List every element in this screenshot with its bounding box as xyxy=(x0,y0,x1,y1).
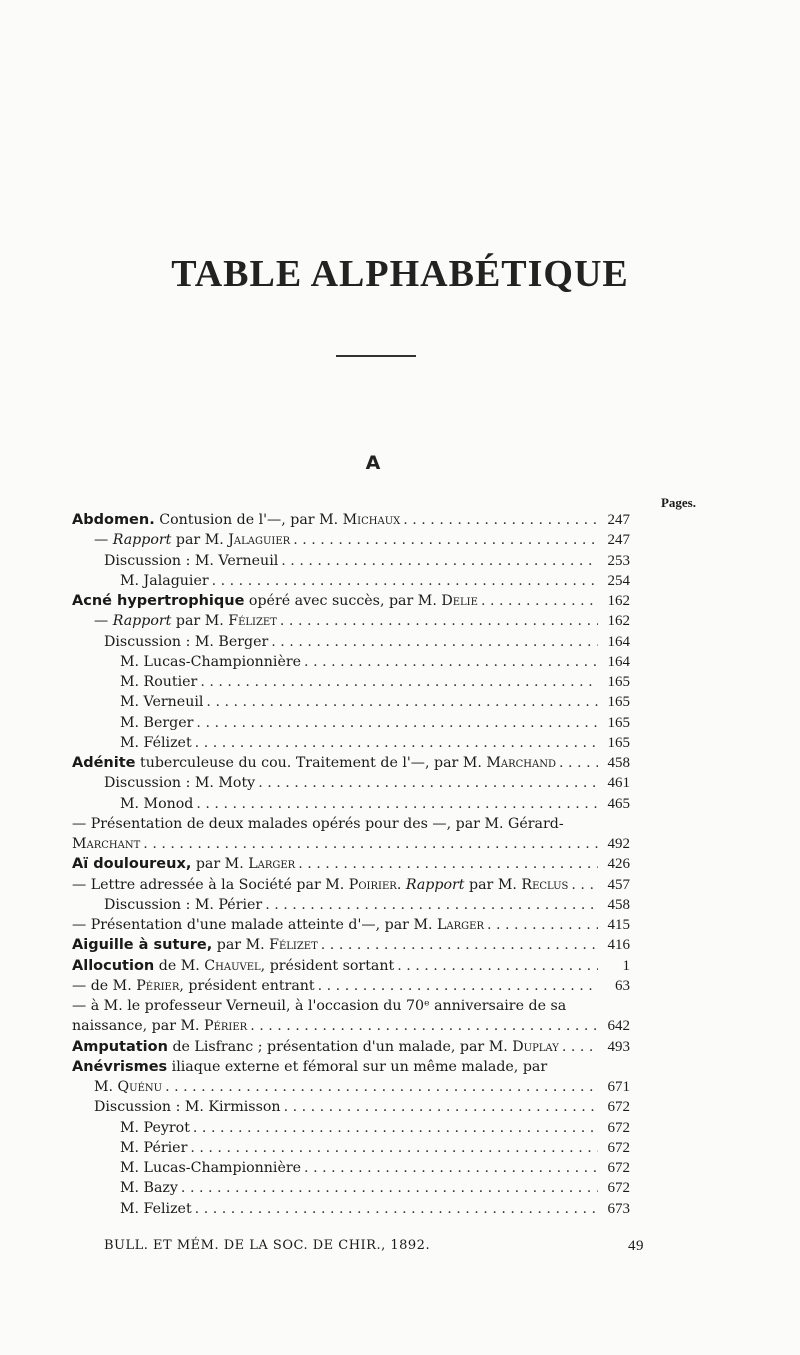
entry-text: tuberculeuse du cou. Traitement de l'—, par M. xyxy=(135,755,487,771)
entry-page: 165 xyxy=(607,674,630,690)
entry-page: 458 xyxy=(607,755,630,771)
entry-author: Duplay xyxy=(512,1038,559,1055)
entry-page: 162 xyxy=(607,613,630,630)
entry-rapport: Rapport xyxy=(112,613,172,630)
entry-text: M. Verneuil xyxy=(120,694,204,711)
entry-page: 671 xyxy=(607,1079,630,1095)
entry-rapport: Rapport xyxy=(112,532,172,549)
entry-text: naissance, par M. xyxy=(72,1018,205,1035)
entry-page: 493 xyxy=(607,1038,630,1055)
entry-heading: Amputation xyxy=(72,1038,168,1055)
entry-text: M. Bazy xyxy=(120,1180,178,1197)
entry-text: — à M. le professeur Verneuil, à l'occasion du 70ᵉ anniversaire de sa xyxy=(72,998,567,1014)
index-entry xyxy=(72,530,628,550)
entry-text: M. Périer xyxy=(120,1139,188,1156)
index-entry xyxy=(72,510,628,530)
page-number: 49 xyxy=(628,1238,644,1254)
entry-prefix: — xyxy=(94,532,113,549)
leader-dots xyxy=(192,733,598,753)
entry-author: Poirier xyxy=(348,876,397,893)
section-letter: A xyxy=(365,452,381,474)
entry-text: Discussion : M. Berger xyxy=(104,633,269,650)
entry-text: par M. xyxy=(464,876,522,893)
entry-page: 164 xyxy=(607,633,630,650)
entry-text: — de M. xyxy=(72,977,137,994)
index-entry xyxy=(72,1016,628,1036)
index-entry xyxy=(72,1118,628,1138)
page-title: TABLE ALPHABÉTIQUE xyxy=(171,253,629,295)
index-entry xyxy=(72,551,628,571)
entry-text: M. Lucas-Championnière xyxy=(120,653,302,670)
index-entry xyxy=(72,1077,628,1097)
index-entry xyxy=(72,875,628,895)
entry-text: M. Felizet xyxy=(120,1200,192,1217)
entry-heading: Aï douloureux, xyxy=(72,856,192,873)
index-entry-wrap-line xyxy=(72,814,628,834)
entry-author: Félizet xyxy=(228,613,277,630)
leader-dots xyxy=(247,1016,598,1036)
entry-text: M. Berger xyxy=(120,714,194,731)
leader-dots xyxy=(209,571,598,591)
index-entry xyxy=(72,956,628,976)
entry-page: 458 xyxy=(607,896,630,913)
index-entry xyxy=(72,1138,628,1158)
entry-text: par M. xyxy=(212,937,270,954)
entry-page: 162 xyxy=(607,593,630,609)
leader-dots xyxy=(193,713,598,733)
index-entry xyxy=(72,1178,628,1198)
entry-heading: Anévrismes xyxy=(72,1058,168,1075)
entry-page: 492 xyxy=(607,836,630,852)
entry-author: Larger xyxy=(248,856,296,873)
entry-rapport: Rapport xyxy=(405,876,465,893)
leader-dots xyxy=(162,1077,598,1097)
leader-dots xyxy=(281,1097,598,1117)
leader-dots xyxy=(255,773,598,793)
entry-page: 1 xyxy=(622,957,630,974)
entry-author: Reclus xyxy=(521,876,569,893)
entry-text: Discussion : M. Périer xyxy=(104,896,263,913)
entry-text: M. Peyrot xyxy=(120,1119,190,1136)
entry-text: Discussion : M. Verneuil xyxy=(104,552,279,569)
index-entry xyxy=(72,976,628,996)
entry-text: opéré avec succès, par M. xyxy=(244,593,442,609)
entry-page: 672 xyxy=(607,1119,630,1136)
leader-dots xyxy=(556,753,598,773)
index-entry xyxy=(72,854,628,874)
index-entry xyxy=(72,652,628,672)
leader-dots xyxy=(400,510,598,530)
entry-text: Discussion : M. Moty xyxy=(104,775,256,792)
entry-text: par M. xyxy=(191,856,249,873)
leader-dots xyxy=(262,895,598,915)
entry-text: M. Lucas-Championnière xyxy=(120,1160,302,1176)
leader-dots xyxy=(568,875,598,895)
entry-author: Jalaguier xyxy=(228,532,291,549)
entry-heading: Adénite xyxy=(72,755,136,771)
entry-text: iliaque externe et fémoral sur un même malade, par xyxy=(167,1058,548,1075)
entry-author: Marchant xyxy=(72,836,141,852)
index-entry xyxy=(72,794,628,814)
entry-text: M. Jalaguier xyxy=(120,572,209,589)
index-entries xyxy=(72,510,628,1219)
entry-author: Larger xyxy=(437,917,484,933)
entry-page: 165 xyxy=(607,734,630,751)
entry-page: 253 xyxy=(607,552,630,569)
index-entry xyxy=(72,1199,628,1219)
entry-author: Chauvel xyxy=(204,957,261,974)
entry-author: Delie xyxy=(441,593,478,609)
entry-text: par M. xyxy=(171,532,229,549)
leader-dots xyxy=(203,692,598,712)
entry-page: 673 xyxy=(607,1200,630,1217)
entry-page: 247 xyxy=(607,512,630,528)
leader-dots xyxy=(268,632,598,652)
leader-dots xyxy=(394,956,598,976)
journal-reference: BULL. ET MÉM. DE LA SOC. DE CHIR., 1892. xyxy=(104,1238,431,1253)
entry-page: 672 xyxy=(607,1139,630,1156)
entry-page: 63 xyxy=(615,977,630,994)
entry-prefix: — xyxy=(94,613,113,630)
leader-dots xyxy=(178,1178,598,1198)
entry-page: 165 xyxy=(607,714,630,731)
entry-text: Discussion : M. Kirmisson xyxy=(94,1099,281,1116)
leader-dots xyxy=(197,672,598,692)
leader-dots xyxy=(192,1199,598,1219)
entry-text: , président entrant xyxy=(179,977,315,994)
entry-text: M. xyxy=(94,1079,118,1095)
entry-page: 254 xyxy=(607,572,630,589)
entry-page: 461 xyxy=(607,775,630,792)
index-entry xyxy=(72,692,628,712)
leader-dots xyxy=(315,976,598,996)
leader-dots xyxy=(295,854,598,874)
index-entry xyxy=(72,834,628,854)
entry-prefix: — Lettre adressée à la Société par M. xyxy=(72,876,349,893)
leader-dots xyxy=(277,611,598,631)
index-entry xyxy=(72,1158,628,1178)
index-entry xyxy=(72,935,628,955)
leader-dots xyxy=(301,652,598,672)
leader-dots xyxy=(290,530,598,550)
entry-page: 672 xyxy=(607,1099,630,1116)
leader-dots xyxy=(484,915,598,935)
entry-page: 457 xyxy=(607,876,630,893)
leader-dots xyxy=(559,1037,598,1057)
entry-heading: Aiguille à suture, xyxy=(72,937,213,954)
index-entry xyxy=(72,895,628,915)
entry-page: 642 xyxy=(607,1018,630,1035)
leader-dots xyxy=(301,1158,598,1178)
entry-text: M. Félizet xyxy=(120,734,192,751)
entry-page: 416 xyxy=(607,937,630,954)
index-entry xyxy=(72,1097,628,1117)
leader-dots xyxy=(278,551,598,571)
entry-author: Félizet xyxy=(269,937,318,954)
entry-heading: Allocution xyxy=(72,957,155,974)
entry-heading: Abdomen. xyxy=(72,512,155,528)
leader-dots xyxy=(190,1118,598,1138)
entry-page: 672 xyxy=(607,1180,630,1197)
index-entry xyxy=(72,773,628,793)
entry-page: 426 xyxy=(607,856,630,873)
entry-author: Marchand xyxy=(486,755,557,771)
leader-dots xyxy=(318,935,598,955)
entry-author: Périer xyxy=(204,1018,248,1035)
entry-text: . xyxy=(396,876,406,893)
entry-page: 672 xyxy=(607,1160,630,1176)
index-entry xyxy=(72,632,628,652)
index-entry xyxy=(72,611,628,631)
entry-text: M. Monod xyxy=(120,795,194,812)
entry-text: — Présentation d'une malade atteinte d'—, par M. xyxy=(72,917,437,933)
entry-page: 465 xyxy=(607,795,630,812)
entry-text: de Lisfranc ; présentation d'un malade, par M. xyxy=(167,1038,513,1055)
title-rule xyxy=(336,355,416,357)
index-entry-wrap-line xyxy=(72,1057,628,1077)
entry-author: Périer xyxy=(136,977,180,994)
entry-text: de M. xyxy=(154,957,205,974)
entry-text: , président sortant xyxy=(260,957,395,974)
index-entry xyxy=(72,753,628,773)
index-entry xyxy=(72,713,628,733)
index-entry xyxy=(72,915,628,935)
entry-text: — Présentation de deux malades opérés pour des —, par M. Gérard- xyxy=(72,815,564,832)
index-entry xyxy=(72,571,628,591)
entry-text: Contusion de l'—, par M. xyxy=(154,512,343,528)
index-entry xyxy=(72,591,628,611)
entry-heading: Acné hypertrophique xyxy=(72,593,245,609)
leader-dots xyxy=(193,794,598,814)
leader-dots xyxy=(187,1138,598,1158)
leader-dots xyxy=(478,591,598,611)
index-entry xyxy=(72,1037,628,1057)
entry-page: 164 xyxy=(607,653,630,670)
index-entry-wrap-line xyxy=(72,996,628,1016)
entry-text: par M. xyxy=(171,613,229,630)
leader-dots xyxy=(140,834,598,854)
pages-column-label: Pages. xyxy=(660,495,696,510)
entry-author: Michaux xyxy=(342,512,401,528)
entry-author: Quénu xyxy=(117,1079,163,1095)
entry-page: 415 xyxy=(607,917,630,933)
index-entry xyxy=(72,672,628,692)
entry-page: 247 xyxy=(607,532,630,549)
entry-text: M. Routier xyxy=(120,674,198,690)
entry-page: 165 xyxy=(607,694,630,711)
index-entry xyxy=(72,733,628,753)
page-footer xyxy=(104,1238,644,1255)
